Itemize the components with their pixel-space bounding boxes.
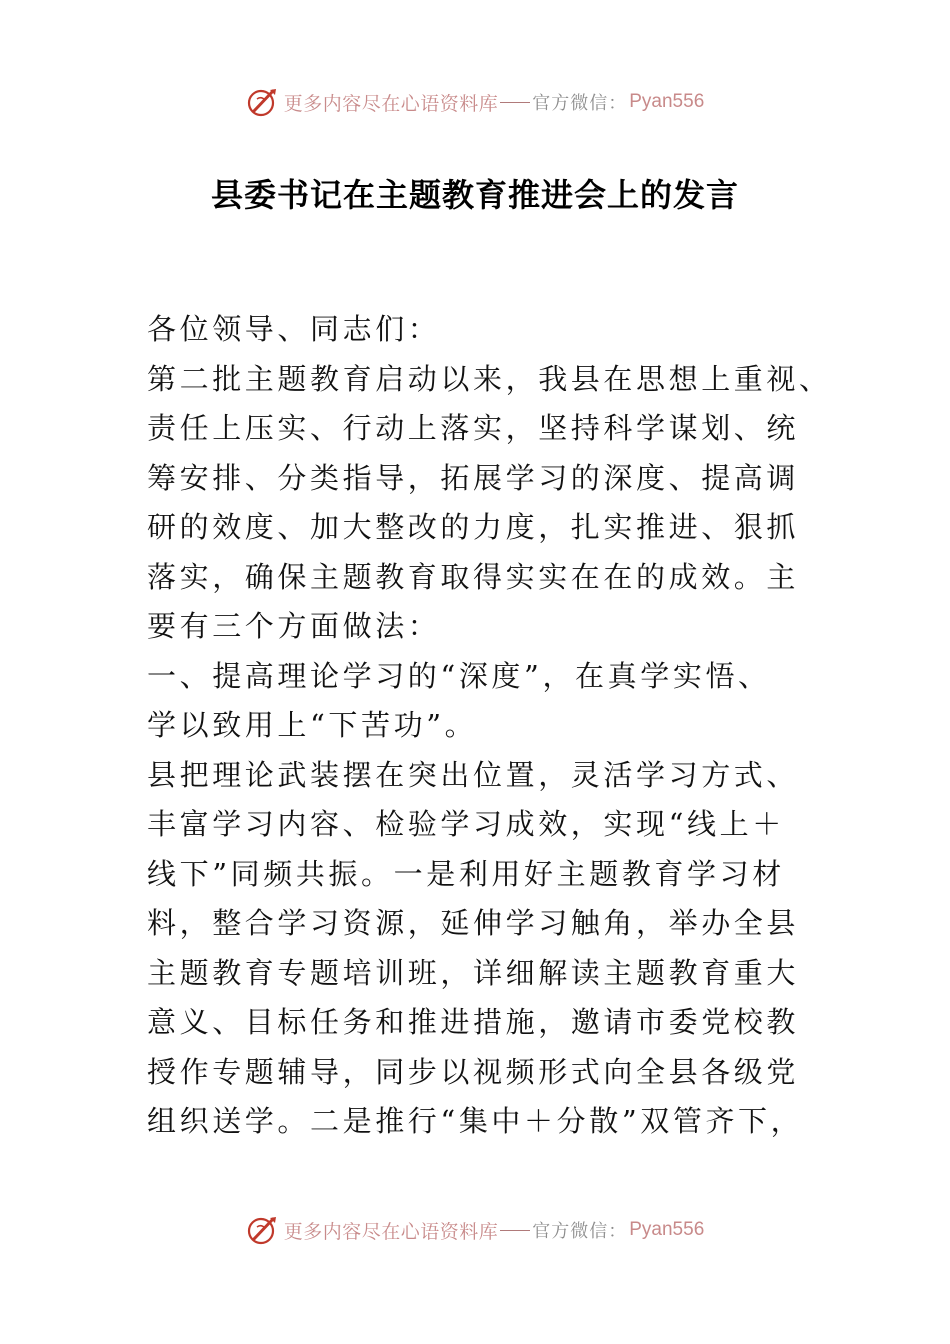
- header-banner: [0, 84, 950, 120]
- banner-divider: [500, 102, 530, 103]
- body-line: 责任上压实、行动上落实，坚持科学谋划、统: [147, 411, 800, 445]
- pen-logo-icon: [246, 1213, 280, 1247]
- body-line: 县把理论武装摆在突出位置，灵活学习方式、: [147, 757, 800, 792]
- body-line: 主题教育专题培训班，详细解读主题教育重大: [147, 955, 800, 990]
- banner-wechat-label: 官方微信：: [532, 1221, 628, 1242]
- section-heading-line: 学以致用上“下苦功”。: [147, 708, 478, 742]
- footer-banner: [0, 1212, 950, 1248]
- body-line: 组织送学。二是推行“集中＋分散”双管齐下，: [147, 1104, 804, 1138]
- body-line: 料，整合学习资源，延伸学习触角，举办全县: [147, 906, 800, 940]
- banner-wechat-id: Pyan556: [629, 91, 705, 112]
- document-body: [147, 305, 832, 1147]
- body-line: 丰富学习内容、检验学习成效，实现“线上＋: [147, 807, 785, 841]
- banner-divider: [500, 1230, 530, 1231]
- body-line: 意义、目标任务和推进措施，邀请市委党校教: [147, 1005, 800, 1039]
- banner-text: 更多内容尽在心语资料库: [283, 92, 499, 115]
- body-line: 授作专题辅导，同步以视频形式向全县各级党: [147, 1054, 800, 1089]
- banner-text: 更多内容尽在心语资料库: [283, 1220, 499, 1243]
- body-line: 第二批主题教育启动以来，我县在思想上重视、: [147, 361, 832, 396]
- body-line: 线下”同频共振。一是利用好主题教育学习材: [147, 856, 785, 891]
- salutation-line: 各位领导、同志们：: [147, 312, 441, 346]
- banner-wechat-id: Pyan556: [629, 1219, 705, 1240]
- banner-wechat-label: 官方微信：: [532, 93, 628, 114]
- body-line: 筹安排、分类指导，拓展学习的深度、提高调: [147, 460, 800, 495]
- body-line: 要有三个方面做法：: [147, 609, 441, 643]
- document-title: 县委书记在主题教育推进会上的发言: [210, 176, 739, 214]
- body-line: 研的效度、加大整改的力度，扎实推进、狠抓: [147, 510, 800, 544]
- section-heading-line: 一、提高理论学习的“深度”，在真学实悟、: [147, 658, 771, 693]
- pen-logo-icon: [246, 85, 280, 119]
- body-line: 落实，确保主题教育取得实实在在的成效。主: [147, 559, 800, 594]
